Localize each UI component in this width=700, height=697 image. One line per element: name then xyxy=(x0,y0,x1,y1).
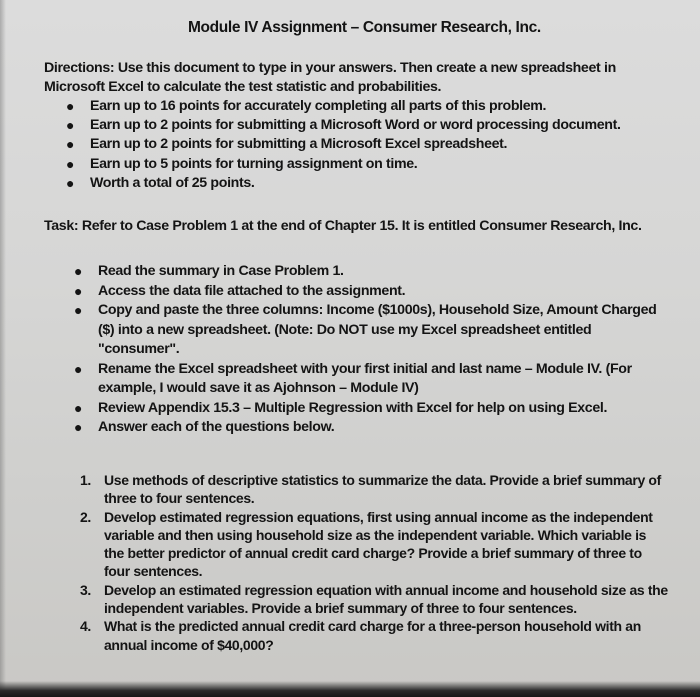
list-item xyxy=(62,97,621,116)
question-item xyxy=(78,581,668,618)
task-bullet-list xyxy=(70,262,670,438)
list-item-text: Review Appendix 15.3 – Multiple Regression with Excel for help on using Excel. xyxy=(98,399,608,416)
page-shadow-left xyxy=(0,0,6,697)
bullet-icon: ● xyxy=(74,282,83,299)
list-item-text: Earn up to 16 points for accurately completing all parts of this problem. xyxy=(90,98,547,114)
list-item xyxy=(70,282,670,302)
question-text: Develop estimated regression equations, first using annual income as the independent variable and then using household size as the independent variable. Which variable is the better predictor of annual credit card charge? Provide a brief summary of three to four sentences. xyxy=(104,508,653,580)
page-title: Module IV Assignment – Consumer Research, Inc. xyxy=(188,19,541,36)
bullet-icon: ● xyxy=(66,155,75,172)
question-number: 2. xyxy=(80,508,91,525)
bullet-icon: ● xyxy=(74,399,83,416)
list-item xyxy=(70,399,670,419)
list-item xyxy=(62,155,621,174)
task-paragraph: Task: Refer to Case Problem 1 at the end of Chapter 15. It is entitled Consumer Research, Inc. xyxy=(44,218,642,234)
bullet-icon: ● xyxy=(74,263,83,279)
question-item xyxy=(78,471,668,508)
bullet-icon: ● xyxy=(66,117,75,134)
question-item xyxy=(78,508,668,581)
question-item xyxy=(78,617,668,654)
list-item-text: Earn up to 2 points for submitting a Microsoft Word or word processing document. xyxy=(90,117,621,134)
question-text: What is the predicted annual credit card charge for a three-person household with an annual income of $40,000? xyxy=(104,618,641,653)
bullet-icon: ● xyxy=(66,98,75,114)
bullet-icon: ● xyxy=(74,360,83,377)
list-item xyxy=(62,135,621,154)
question-number: 4. xyxy=(80,618,91,635)
question-number: 1. xyxy=(80,472,91,488)
list-item xyxy=(70,262,670,282)
list-item-text: Access the data file attached to the assignment. xyxy=(98,282,406,299)
page-shadow-bottom xyxy=(0,681,700,697)
question-number: 3. xyxy=(80,581,91,598)
list-item xyxy=(70,301,670,360)
question-text: Develop an estimated regression equation with annual income and household size as the independent variables. Provide a brief summary of three to four sentences. xyxy=(104,581,668,617)
bullet-icon: ● xyxy=(74,302,83,318)
list-item xyxy=(70,418,670,438)
directions-bullet-list xyxy=(62,97,621,193)
list-item xyxy=(62,174,621,193)
list-item-text: Worth a total of 25 points. xyxy=(90,174,255,191)
list-item-text: Earn up to 2 points for submitting a Microsoft Excel spreadsheet. xyxy=(90,136,508,153)
question-text: Use methods of descriptive statistics to summarize the data. Provide a brief summary of three to four sentences. xyxy=(104,472,661,507)
list-item-text: Earn up to 5 points for turning assignment on time. xyxy=(90,155,418,172)
list-item-text: Read the summary in Case Problem 1. xyxy=(98,263,344,279)
bullet-icon: ● xyxy=(66,174,75,191)
list-item-text: Copy and paste the three columns: Income ($1000s), Household Size, Amount Charged ($) into a new spreadsheet. (Note: Do NOT use my Excel spreadsheet entitled "consumer". xyxy=(98,302,657,357)
list-item xyxy=(62,116,621,135)
directions-paragraph: Directions: Use this document to type in your answers. Then create a new spreadsheet in Microsoft Excel to calculate the test statistic and probabilities. xyxy=(44,60,616,95)
list-item-text: Answer each of the questions below. xyxy=(98,419,335,435)
questions-list xyxy=(78,471,668,654)
bullet-icon: ● xyxy=(74,419,83,435)
bullet-icon: ● xyxy=(66,136,75,153)
list-item-text: Rename the Excel spreadsheet with your first initial and last name – Module IV. (For example, I would save it as Ajohnson – Module IV) xyxy=(98,360,632,396)
list-item xyxy=(70,360,670,399)
